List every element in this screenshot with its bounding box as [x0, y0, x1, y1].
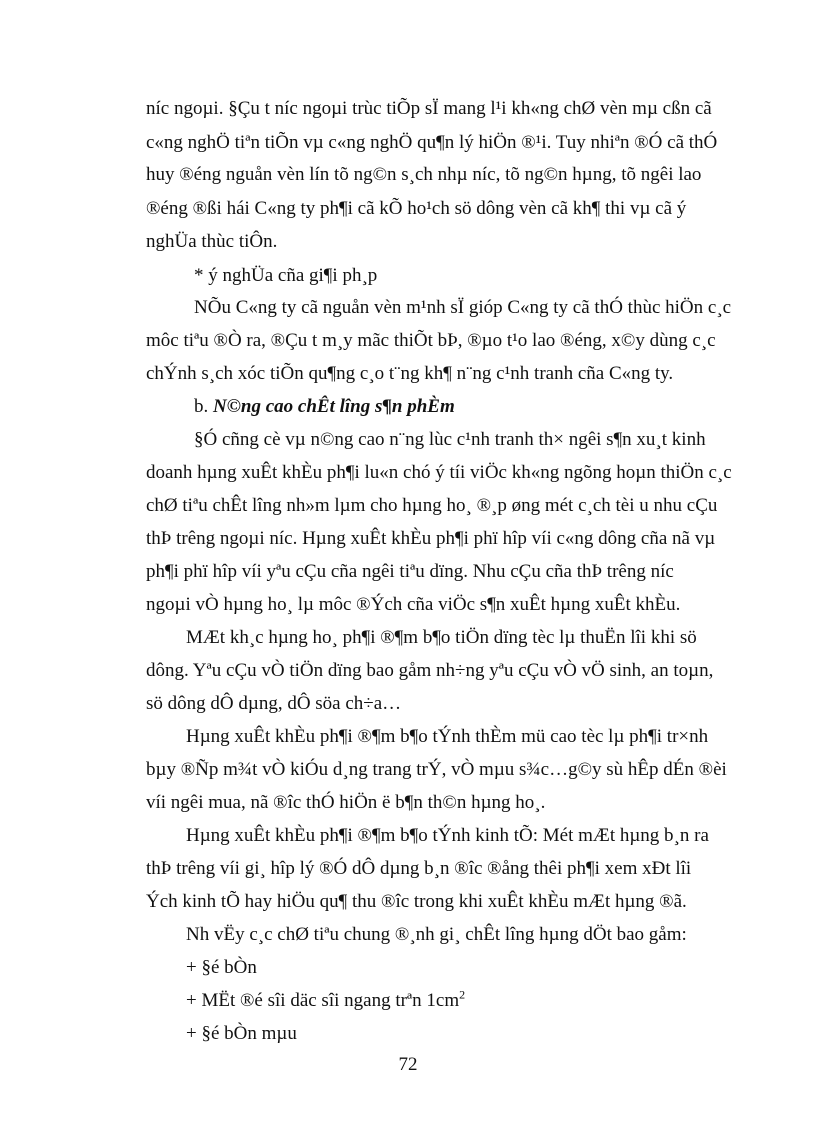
list-item [186, 987, 466, 1012]
text-line: môc tiªu ®Ò ra, ®Çu t m¸y mãc thiÕt bÞ, ®µo t¹o lao ®éng, x©y dùng c¸c [146, 330, 716, 351]
text-line: ®éng ®ßi hái C«ng ty ph¶i cã kÕ ho¹ch sö dông vèn cã kh¶ thi vµ cã ý [146, 198, 687, 219]
text-line: Hµng xuÊt khÈu ph¶i ®¶m b¶o tÝnh kinh tÕ: Mét mÆt hµng b¸n ra [186, 825, 709, 846]
text-line: ngoµi vÒ hµng ho¸ lµ môc ®Ých cña viÖc s¶n xuÊt hµng xuÊt khÈu. [146, 594, 681, 615]
text-line: nghÜa thùc tiÔn. [146, 231, 278, 252]
text-line: thÞ trêng víi gi¸ hîp lý ®Ó dÔ dµng b¸n ®îc ®ång thêi ph¶i xem xÐt lîi [146, 858, 692, 879]
text-line: chØ tiªu chÊt lîng nh»m lµm cho hµng ho¸ ®¸p øng mét c¸ch tèi u nhu cÇu [146, 495, 718, 516]
text-line: bµy ®Ñp m¾t vÒ kiÓu d¸ng trang trÝ, vÒ mµu s¾c…g©y sù hÊp dÉn ®èi [146, 759, 727, 780]
section-title: N©ng cao chÊt lîng s¶n phÈm [213, 396, 455, 417]
text-line: huy ®éng nguån vèn lín tõ ng©n s¸ch nhµ níc, tõ ng©n hµng, tõ ngêi lao [146, 164, 702, 185]
list-item: + §é bÒn mµu [186, 1023, 297, 1044]
text-line: níc ngoµi. §Çu t níc ngoµi trùc tiÕp sÏ mang l¹i kh«ng chØ vèn mµ cßn cã [146, 98, 712, 119]
subheading: * ý nghÜa cña gi¶i ph¸p [194, 265, 378, 286]
text-line: víi ngêi mua, nã ®îc thÓ hiÖn ë b¶n th©n hµng ho¸. [146, 792, 546, 813]
text-line: chÝnh s¸ch xóc tiÕn qu¶ng c¸o t¨ng kh¶ n¨ng c¹nh tranh cña C«ng ty. [146, 363, 674, 384]
text-line: thÞ trêng ngoµi níc. Hµng xuÊt khÈu ph¶i phï hîp víi c«ng dông cña nã vµ [146, 528, 716, 549]
text-line: §Ó cñng cè vµ n©ng cao n¨ng lùc c¹nh tranh th× ngêi s¶n xu¸t kinh [194, 429, 706, 450]
text-line: c«ng nghÖ tiªn tiÕn vµ c«ng nghÖ qu¶n lý hiÖn ®¹i. Tuy nhiªn ®Ó cã thÓ [146, 132, 718, 153]
text-line: Ých kinh tÕ hay hiÖu qu¶ thu ®îc trong khi xuÊt khÈu mÆt hµng ®ã. [146, 891, 687, 912]
list-item: + §é bÒn [186, 957, 257, 978]
text-line: Nh vËy c¸c chØ tiªu chung ®¸nh gi¸ chÊt lîng hµng dÖt bao gåm: [186, 924, 687, 945]
text-line: MÆt kh¸c hµng ho¸ ph¶i ®¶m b¶o tiÖn dïng tèc lµ thuËn lîi khi sö [186, 627, 697, 648]
list-item-text: + MËt ®é sîi däc sîi ngang trªn 1cm [186, 990, 460, 1011]
text-line: Hµng xuÊt khÈu ph¶i ®¶m b¶o tÝnh thÈm mü cao tèc lµ ph¶i tr×nh [186, 726, 709, 747]
page-number: 72 [398, 1054, 418, 1075]
section-letter: b. [194, 396, 213, 417]
text-line: ph¶i phï hîp víi yªu cÇu cña ngêi tiªu dïng. Nhu cÇu cña thÞ trêng níc [146, 561, 674, 582]
section-heading [194, 396, 455, 418]
text-line: sö dông dÔ dµng, dÔ söa ch÷a… [146, 693, 402, 714]
superscript: 2 [459, 987, 466, 1002]
text-line: NÕu C«ng ty cã nguån vèn m¹nh sÏ gióp C«ng ty cã thÓ thùc hiÖn c¸c [194, 297, 732, 318]
text-line: doanh hµng xuÊt khÈu ph¶i lu«n chó ý tíi viÖc kh«ng ngõng hoµn thiÖn c¸c [146, 462, 732, 483]
text-line: dông. Yªu cÇu vÒ tiÖn dïng bao gåm nh÷ng yªu cÇu vÒ vÖ sinh, an toµn, [146, 660, 714, 681]
